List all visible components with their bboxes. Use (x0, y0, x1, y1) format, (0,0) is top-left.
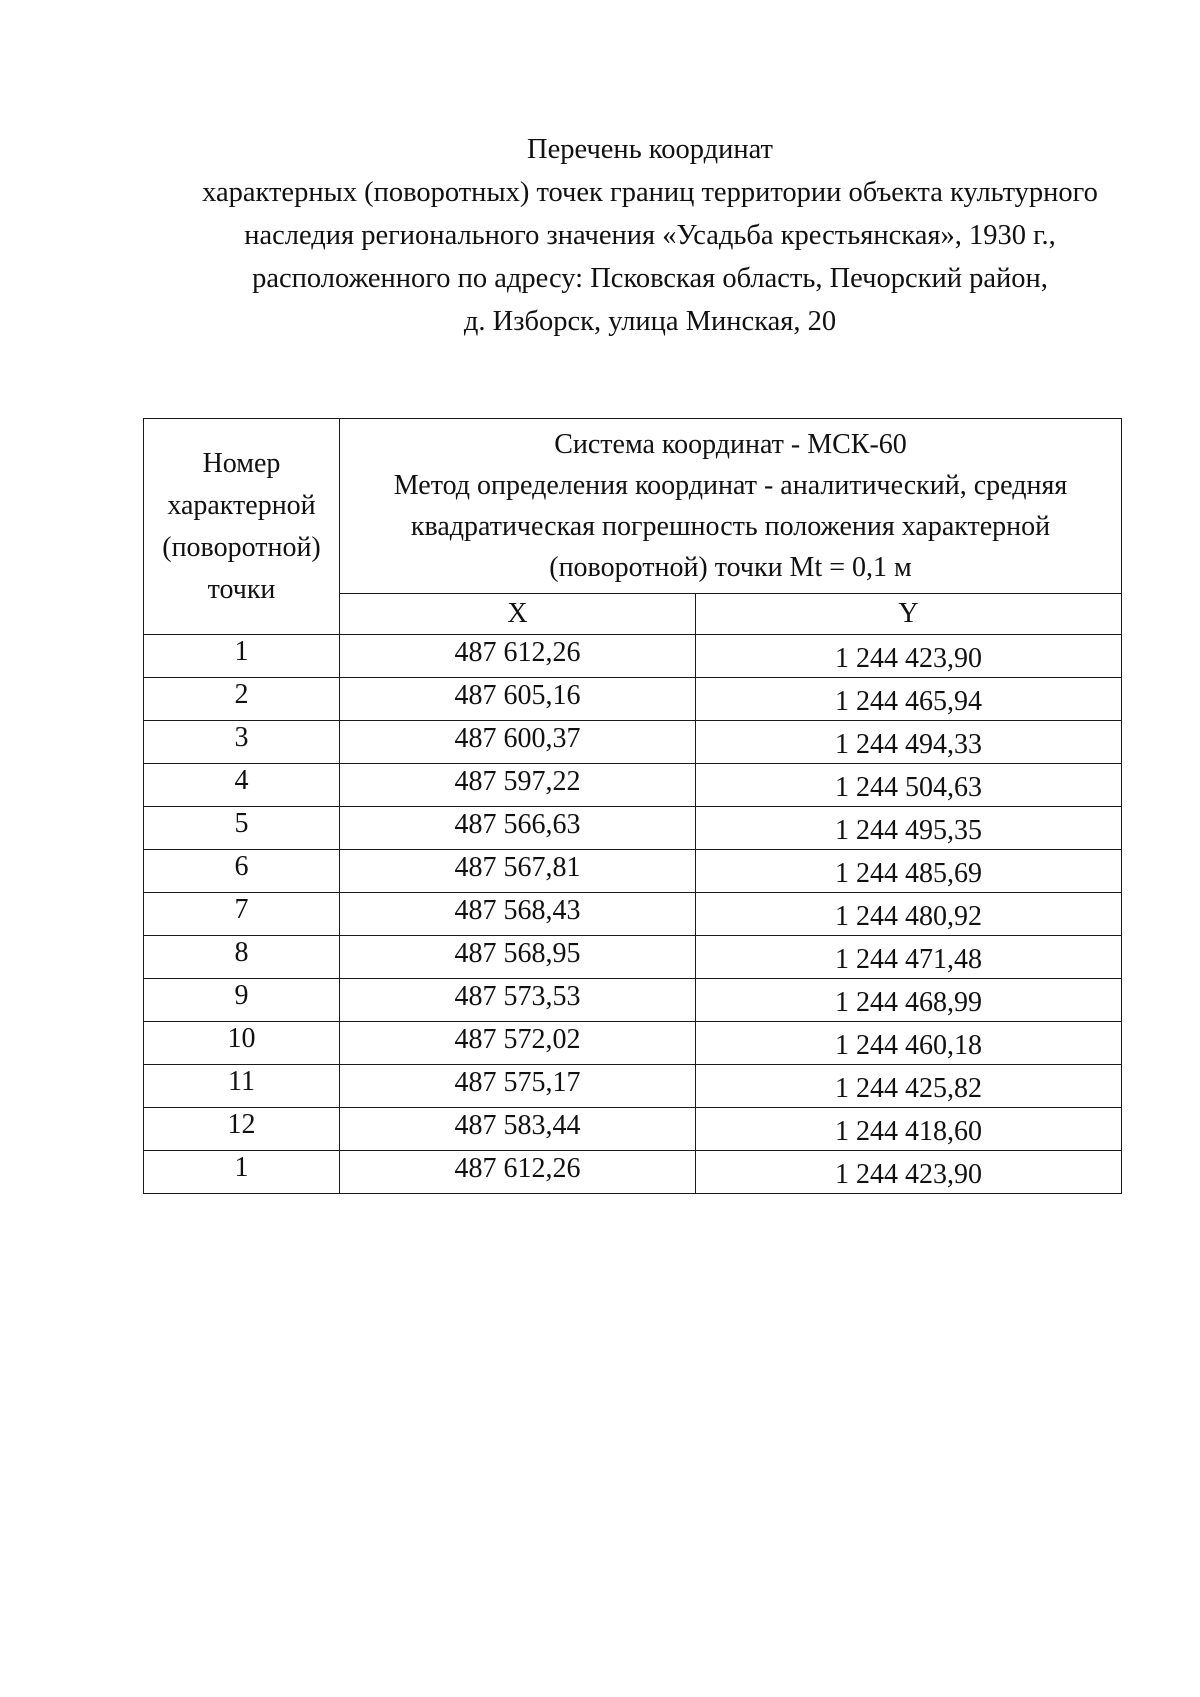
table-row (144, 678, 1122, 721)
point-number-cell: 5 (144, 807, 340, 850)
point-number-cell: 4 (144, 764, 340, 807)
point-number-header (144, 419, 340, 635)
table-row (144, 1022, 1122, 1065)
x-coordinate-cell: 487 567,81 (340, 850, 696, 893)
table-row (144, 807, 1122, 850)
point-number-cell: 1 (144, 1151, 340, 1194)
y-coordinate-cell: 1 244 485,69 (696, 850, 1122, 893)
y-column-header: Y (696, 594, 1122, 635)
y-coordinate-cell: 1 244 418,60 (696, 1108, 1122, 1151)
table-row (144, 979, 1122, 1022)
point-number-cell: 3 (144, 721, 340, 764)
x-coordinate-cell: 487 612,26 (340, 1151, 696, 1194)
title-line: расположенного по адресу: Псковская область, Печорский район, (252, 263, 1048, 294)
table-row (144, 1108, 1122, 1151)
y-coordinate-cell: 1 244 425,82 (696, 1065, 1122, 1108)
point-number-cell: 11 (144, 1065, 340, 1108)
table-row (144, 850, 1122, 893)
x-coordinate-cell: 487 612,26 (340, 635, 696, 678)
point-number-cell: 10 (144, 1022, 340, 1065)
y-coordinate-cell: 1 244 480,92 (696, 893, 1122, 936)
point-number-cell: 1 (144, 635, 340, 678)
table-row (144, 1065, 1122, 1108)
header-line: (поворотной) (162, 531, 321, 563)
header-line: Метод определения координат - аналитический, средняя (393, 470, 1068, 501)
table-row (144, 936, 1122, 979)
point-number-cell: 8 (144, 936, 340, 979)
y-coordinate-cell: 1 244 465,94 (696, 678, 1122, 721)
x-coordinate-cell: 487 583,44 (340, 1108, 696, 1151)
y-coordinate-cell: 1 244 468,99 (696, 979, 1122, 1022)
table-header-row (144, 419, 1122, 594)
x-coordinate-cell: 487 605,16 (340, 678, 696, 721)
title-line: характерных (поворотных) точек границ территории объекта культурного (202, 177, 1098, 208)
title-line: наследия регионального значения «Усадьба крестьянская», 1930 г., (244, 220, 1056, 251)
point-number-cell: 6 (144, 850, 340, 893)
x-coordinate-cell: 487 575,17 (340, 1065, 696, 1108)
table-row (144, 893, 1122, 936)
y-coordinate-cell: 1 244 504,63 (696, 764, 1122, 807)
title-line: д. Изборск, улица Минская, 20 (463, 306, 837, 337)
y-coordinate-cell: 1 244 471,48 (696, 936, 1122, 979)
table-row (144, 764, 1122, 807)
table-row (144, 1151, 1122, 1194)
document-title (150, 128, 1150, 343)
x-coordinate-cell: 487 568,43 (340, 893, 696, 936)
table-row (144, 635, 1122, 678)
header-line: точки (207, 573, 276, 605)
title-line: Перечень координат (527, 134, 773, 165)
point-number-cell: 7 (144, 893, 340, 936)
x-coordinate-cell: 487 566,63 (340, 807, 696, 850)
coordinate-system-header (340, 419, 1122, 594)
header-line: Система координат - МСК-60 (554, 429, 907, 460)
x-coordinate-cell: 487 573,53 (340, 979, 696, 1022)
x-column-header: X (340, 594, 696, 635)
y-coordinate-cell: 1 244 494,33 (696, 721, 1122, 764)
x-coordinate-cell: 487 572,02 (340, 1022, 696, 1065)
x-coordinate-cell: 487 600,37 (340, 721, 696, 764)
header-line: Номер (202, 447, 281, 479)
point-number-cell: 9 (144, 979, 340, 1022)
point-number-cell: 12 (144, 1108, 340, 1151)
point-number-cell: 2 (144, 678, 340, 721)
table-body (144, 635, 1122, 1194)
header-line: характерной (167, 489, 316, 521)
coordinates-table (143, 418, 1122, 1194)
y-coordinate-cell: 1 244 460,18 (696, 1022, 1122, 1065)
x-coordinate-cell: 487 568,95 (340, 936, 696, 979)
header-line: (поворотной) точки Mt = 0,1 м (549, 552, 912, 583)
header-line: квадратическая погрешность положения характерной (410, 511, 1051, 542)
y-coordinate-cell: 1 244 495,35 (696, 807, 1122, 850)
y-coordinate-cell: 1 244 423,90 (696, 635, 1122, 678)
x-coordinate-cell: 487 597,22 (340, 764, 696, 807)
y-coordinate-cell: 1 244 423,90 (696, 1151, 1122, 1194)
table-row (144, 721, 1122, 764)
